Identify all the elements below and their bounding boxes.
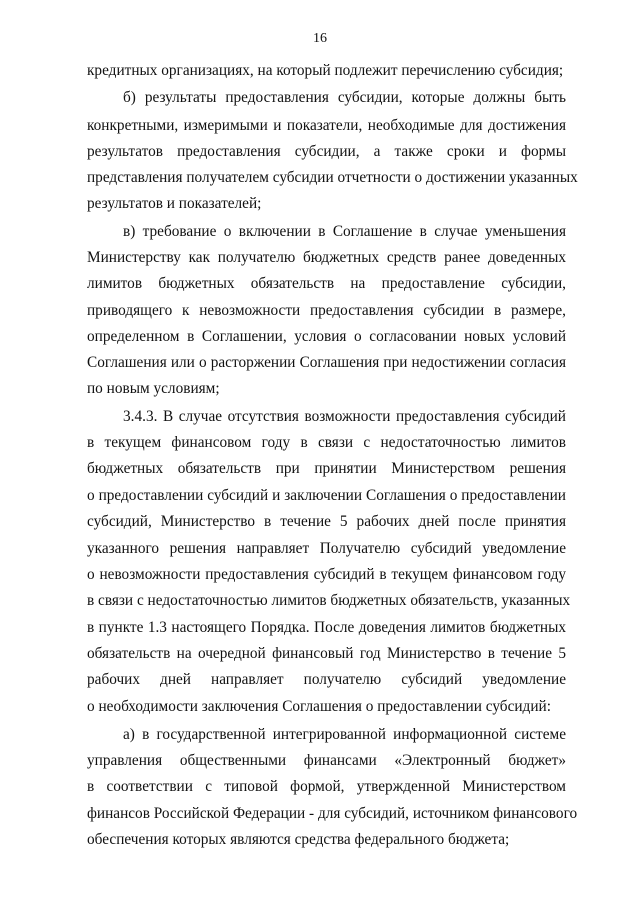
text-line: о предоставлении субсидий и заключении Соглашения о предоставлении — [87, 487, 566, 504]
page-number: 16 — [313, 31, 327, 46]
text-line: представления получателем субсидии отчетности о достижении указанных — [87, 169, 578, 186]
text-line: о необходимости заключения Соглашения о предоставлении субсидий: — [87, 698, 551, 715]
text-line: а) в государственной интегрированной информационной системе — [123, 726, 566, 743]
text-line: Соглашения или о расторжении Соглашения при недостижении согласия — [87, 354, 566, 371]
text-line: финансов Российской Федерации - для субсидий, источником финансового — [87, 805, 578, 822]
text-line: результатов и показателей; — [87, 195, 262, 212]
text-line: кредитных организациях, на который подлежит перечислению субсидия; — [87, 62, 564, 79]
text-line: лимитов бюджетных обязательств на предоставление субсидии, — [87, 275, 566, 292]
text-line: результатов предоставления субсидии, а также сроки и формы — [87, 143, 566, 160]
text-line: указанного решения направляет Получателю субсидий уведомление — [87, 540, 566, 557]
text-line: обязательств на очередной финансовый год Министерство в течение 5 — [87, 645, 566, 662]
text-line: по новым условиям; — [87, 380, 220, 397]
text-line: о невозможности предоставления субсидий в текущем финансовом году — [87, 566, 566, 583]
text-line: бюджетных обязательств при принятии Министерством решения — [87, 460, 566, 477]
text-line: в текущем финансовом году в связи с недостаточностью лимитов — [87, 434, 566, 451]
text-line: приводящего к невозможности предоставления субсидии в размере, — [87, 302, 566, 319]
text-line: 3.4.3. В случае отсутствия возможности предоставления субсидий — [123, 408, 566, 425]
text-line: управления общественными финансами «Электронный бюджет» — [87, 752, 566, 769]
text-line: Министерству как получателю бюджетных средств ранее доведенных — [87, 249, 566, 266]
text-line: б) результаты предоставления субсидии, которые должны быть — [123, 89, 566, 106]
text-line: в связи с недостаточностью лимитов бюджетных обязательств, указанных — [87, 592, 571, 609]
text-line: рабочих дней направляет получателю субсидий уведомление — [87, 671, 566, 688]
text-line: в соответствии с типовой формой, утвержденной Министерством — [87, 778, 566, 795]
text-line: обеспечения которых являются средства федерального бюджета; — [87, 831, 510, 848]
text-line: субсидий, Министерство в течение 5 рабочих дней после принятия — [87, 513, 566, 530]
text-line: в) требование о включении в Соглашение в случае уменьшения — [123, 223, 566, 240]
text-line: конкретными, измеримыми и показатели, необходимые для достижения — [87, 117, 566, 134]
text-line: в пункте 1.3 настоящего Порядка. После доведения лимитов бюджетных — [87, 619, 566, 636]
text-line: определенном в Соглашении, условия о согласовании новых условий — [87, 328, 566, 345]
